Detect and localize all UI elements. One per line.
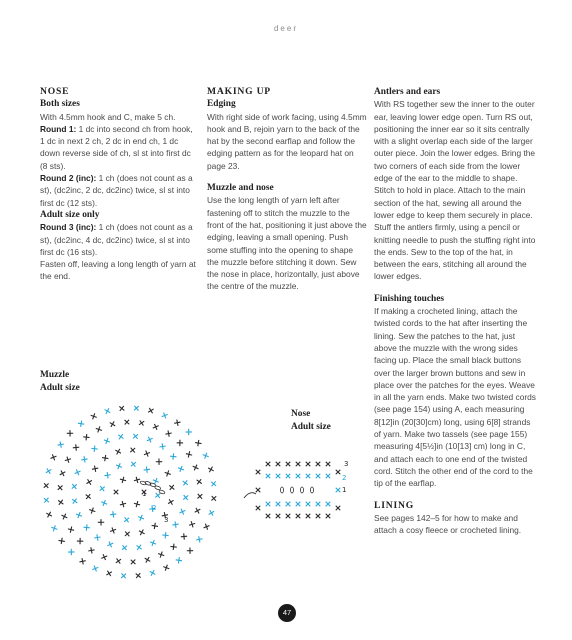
muzzle-round-number: 2	[152, 504, 157, 512]
subheading-finishing-touches: Finishing touches	[374, 293, 445, 304]
muzzle-stitch-symbol	[122, 515, 131, 524]
muzzle-stitch-symbol	[185, 451, 193, 459]
muzzle-stitch-symbol	[42, 481, 51, 490]
subheading-antlers-and-ears: Antlers and ears	[374, 87, 441, 97]
muzzle-stitch-symbol	[181, 478, 190, 487]
muzzle-stitch-symbol	[143, 466, 150, 473]
muzzle-stitch-symbol	[209, 479, 218, 488]
muzzle-stitch-symbol	[152, 423, 160, 431]
muzzle-stitch-symbol	[159, 443, 166, 450]
muzzle-stitch-symbol	[156, 458, 163, 465]
nose-stitch-symbol	[313, 471, 322, 480]
muzzle-stitch-symbol	[181, 493, 190, 502]
muzzle-crochet-chart	[38, 398, 228, 586]
muzzle-stitch-symbol	[119, 500, 127, 508]
muzzle-round-number: 1	[142, 490, 147, 498]
muzzle-stitch-symbol	[90, 412, 98, 420]
muzzle-stitch-symbol	[122, 418, 131, 427]
muzzle-stitch-symbol	[157, 551, 165, 559]
muzzle-stitch-symbol	[174, 419, 182, 427]
muzzle-stitch-symbol	[83, 434, 90, 441]
muzzle-stitch-symbol	[70, 497, 79, 506]
muzzle-stitch-symbol	[119, 476, 127, 484]
muzzle-stitch-symbol	[143, 449, 151, 457]
nose-chain-symbol	[281, 487, 284, 493]
nose-stitch-symbol	[263, 471, 272, 480]
nose-chain-symbol	[291, 487, 294, 493]
muzzle-stitch-symbol	[166, 498, 175, 507]
muzzle-stitch-symbol	[153, 491, 162, 500]
muzzle-stitch-symbol	[109, 526, 117, 534]
muzzle-label: Muzzle	[40, 370, 70, 380]
running-head: deer	[273, 24, 298, 33]
muzzle-stitch-symbol	[170, 453, 177, 460]
muzzle-stitch-symbol	[188, 520, 196, 528]
nose-stitch-symbol	[263, 511, 272, 520]
muzzle-stitch-symbol	[145, 435, 153, 443]
muzzle-stitch-symbol	[108, 420, 117, 429]
muzzle-stitch-symbol	[94, 534, 101, 541]
muzzle-stitch-symbol	[70, 482, 79, 491]
muzzle-stitch-symbol	[64, 456, 72, 464]
round-1-label: Round 1:	[40, 123, 77, 134]
muzzle-stitch-symbol	[137, 419, 146, 428]
muzzle-stitch-symbol	[67, 430, 74, 437]
muzzle-stitch-symbol	[185, 429, 192, 436]
muzzle-stitch-symbol	[177, 465, 185, 473]
muzzle-stitch-symbol	[45, 510, 54, 519]
muzzle-stitch-symbol	[120, 543, 129, 552]
muzzle-stitch-symbol	[106, 540, 114, 548]
muzzle-stitch-symbol	[79, 558, 87, 566]
muzzle-stitch-symbol	[129, 557, 138, 566]
muzzle-stitch-symbol	[77, 420, 84, 427]
nose-stitch-symbol	[323, 511, 332, 520]
muzzle-stitch-symbol	[91, 445, 98, 452]
nose-stitch-symbol	[293, 459, 302, 468]
muzzle-stitch-symbol	[133, 500, 141, 508]
nose-stitch-symbol	[303, 511, 312, 520]
muzzle-stitch-symbol	[57, 441, 65, 449]
muzzle-stitch-symbol	[44, 467, 53, 476]
muzzle-stitch-symbol	[103, 407, 112, 416]
round-3-label: Round 3 (inc):	[40, 222, 97, 233]
nose-fasten-off-text: Fasten off, leaving a long length of yarn at the end.	[40, 259, 196, 282]
nose-stitch-symbol	[273, 511, 282, 520]
muzzle-stitch-symbol	[67, 526, 75, 534]
nose-stitch-symbol	[283, 471, 292, 480]
muzzle-stitch-symbol	[202, 452, 210, 460]
muzzle-stitch-symbol	[91, 564, 99, 572]
muzzle-stitch-symbol	[151, 522, 158, 529]
subheading-muzzle-and-nose: Muzzle and nose	[207, 183, 274, 194]
muzzle-stitch-symbol	[193, 506, 202, 515]
muzzle-stitch-symbol	[187, 547, 194, 554]
subheading-both-sizes: Both sizes	[40, 99, 80, 110]
muzzle-stitch-symbol	[100, 499, 108, 507]
muzzle-stitch-symbol	[58, 469, 67, 478]
muzzle-stitch-symbol	[191, 463, 200, 472]
muzzle-stitch-symbol	[170, 543, 177, 550]
nose-stitch-symbol	[253, 503, 262, 512]
round-2-label: Round 2 (inc):	[40, 173, 97, 184]
muzzle-round-number: 3	[164, 516, 169, 524]
muzzle-stitch-symbol	[95, 425, 103, 433]
muzzle-stitch-symbol	[49, 453, 57, 461]
nose-stitch-symbol	[293, 499, 302, 508]
muzzle-stitch-symbol	[83, 524, 90, 531]
nose-stitch-symbol	[283, 511, 292, 520]
round-3-text: 1 ch (does not count as a st), (dc2inc, 4 dc, dc2inc) twice, sl st into first dc (16 sts).	[40, 222, 193, 257]
muzzle-stitch-symbol	[100, 553, 108, 561]
nose-stitch-symbol	[293, 471, 302, 480]
muzzle-diagram-label	[40, 369, 80, 395]
muzzle-stitch-symbol	[162, 532, 169, 539]
muzzle-stitch-symbol	[209, 494, 218, 503]
muzzle-stitch-symbol	[137, 528, 146, 537]
muzzle-stitch-symbol	[196, 536, 204, 544]
muzzle-stitch-symbol	[58, 537, 65, 544]
subheading-edging: Edging	[207, 99, 236, 110]
muzzle-stitch-symbol	[73, 468, 81, 476]
lining-text: See pages 142–5 for how to make and attach a cosy fleece or crocheted lining.	[374, 512, 522, 536]
nose-start-arrow	[244, 493, 256, 498]
muzzle-stitch-symbol	[105, 569, 114, 578]
muzzle-stitch-symbol	[143, 555, 152, 564]
nose-stitch-symbol	[273, 499, 282, 508]
muzzle-stitch-symbol	[131, 432, 140, 441]
muzzle-stitch-symbol	[116, 432, 125, 441]
muzzle-stitch-symbol	[88, 547, 96, 555]
subheading-adult-size-only: Adult size only	[40, 209, 100, 220]
finishing-column	[374, 86, 536, 536]
nose-stitch-symbol	[323, 499, 332, 508]
muzzle-stitch-symbol	[117, 404, 126, 413]
muzzle-stitch-symbol	[68, 549, 75, 556]
muzzle-stitch-symbol	[134, 571, 143, 580]
muzzle-stitch-symbol	[115, 462, 123, 470]
finishing-touches-text: If making a crocheted lining, attach the twisted cords to the hat after inserting the lining. Sew the patches to the hat, just above the muzzle with the wrong sides facing up. Place the small black buttons over the larger brown buttons and sew in place over the patches for the eyes. Weave in all the yarn ends. Make two twisted cords (see page 154) using A, each measuring 8[12]in (20[30]cm) long, using 6[8] strands of yarn. Make two tassels (see page 155) measuring 4[5½]in (10[13] cm) long in C, and attach each to one end of the twisted cord. Stitch the other end of the cord to the tip of the earflap.	[374, 306, 536, 489]
muzzle-stitch-symbol	[123, 529, 132, 538]
round-2-text: 1 ch (does not count as a st), (dc2inc, 2 dc, dc2inc) twice, sl st into first dc (12 sts).	[40, 173, 193, 208]
muzzle-stitch-symbol	[164, 469, 172, 477]
muzzle-stitch-symbol	[85, 478, 94, 487]
muzzle-stitch-symbol	[129, 460, 138, 469]
nose-pattern-column	[40, 86, 198, 283]
muzzle-stitch-symbol	[73, 444, 80, 451]
muzzle-stitch-symbol	[98, 519, 105, 526]
muzzle-chain-symbol	[154, 485, 161, 490]
nose-stitch-symbol	[313, 511, 322, 520]
muzzle-stitch-symbol	[119, 571, 128, 580]
muzzle-stitch-symbol	[42, 496, 51, 505]
muzzle-stitch-symbol	[81, 456, 88, 463]
nose-chain-symbol	[301, 487, 304, 493]
muzzle-stitch-symbol	[165, 430, 173, 438]
muzzle-stitch-symbol	[172, 521, 179, 528]
nose-diagram-label	[291, 408, 331, 434]
muzzle-stitch-symbol	[56, 483, 65, 492]
round-1-text: 1 dc into second ch from hook, 1 dc in next 2 ch, 2 dc in end ch, 1 dc down reverse side of ch, sl st into first dc (8 sts).	[40, 123, 193, 171]
muzzle-stitch-symbol	[98, 484, 107, 493]
nose-round-3	[40, 221, 198, 258]
muzzle-stitch-symbol	[50, 524, 58, 532]
muzzle-stitch-symbol	[177, 440, 184, 447]
muzzle-stitch-symbol	[133, 476, 141, 484]
muzzle-stitch-symbol	[132, 404, 141, 413]
nose-stitch-symbol	[313, 499, 322, 508]
muzzle-stitch-symbol	[181, 533, 188, 540]
muzzle-and-nose-text: Use the long length of yarn left after fastening off to stitch the muzzle to the front of the hat, positioning it just above the edging, leaving a small opening. Push some stuffing into the opening to shape the muzzle before stitching it down. Sew the nose in place, horizontally, just above the centre of the muzzle.	[207, 195, 367, 292]
nose-stitch-symbol	[323, 459, 332, 468]
muzzle-stitch-symbol	[195, 477, 204, 486]
muzzle-stitch-symbol	[111, 487, 120, 496]
nose-stitch-symbol	[263, 499, 272, 508]
muzzle-stitch-symbol	[75, 511, 83, 519]
muzzle-stitch-symbol	[84, 492, 93, 501]
muzzle-stitch-symbol	[91, 465, 99, 473]
nose-stitch-symbol	[293, 511, 302, 520]
muzzle-stitch-symbol	[195, 439, 202, 446]
nose-stitch-symbol	[303, 471, 312, 480]
nose-stitch-symbol	[263, 459, 272, 468]
page-number: 47	[278, 604, 296, 622]
nose-stitch-symbol	[273, 459, 282, 468]
nose-stitch-symbol	[333, 503, 342, 512]
muzzle-stitch-symbol	[128, 446, 137, 455]
muzzle-stitch-symbol	[175, 557, 182, 564]
nose-stitch-symbol	[303, 459, 312, 468]
muzzle-stitch-symbol	[102, 454, 109, 461]
nose-label: Nose	[291, 409, 311, 419]
nose-round-number: 1	[342, 486, 347, 494]
muzzle-stitch-symbol	[202, 523, 210, 531]
making-up-column	[207, 86, 367, 293]
muzzle-stitch-symbol	[77, 538, 84, 545]
antlers-and-ears-text: With RS together sew the inner to the outer ear, leaving lower edge open. Turn RS out, positioning the inner ear so it sits centrally with a slight overlap each side of the larger outer piece. Join the lower edges. Bring the two corners of each side from the lower edge of the ear to the middle to shape. Stitch to hold in place. Attach to the main section of the hat, sewing all around the lower edge to keep them securely in place. Stuff the antlers firmly, using a pencil or knitting needle to push the stuffing right into the ends. Sew to the top of the hat, in between the ears, stitching all around the lower edges.	[374, 99, 536, 282]
nose-stitch-symbol	[253, 467, 262, 476]
muzzle-stitch-symbol	[103, 437, 111, 445]
nose-stitch-symbol	[283, 499, 292, 508]
nose-stitch-symbol	[313, 459, 322, 468]
nose-round-number: 3	[344, 460, 349, 468]
muzzle-stitch-symbol	[195, 492, 204, 501]
nose-stitch-symbol	[273, 471, 282, 480]
edging-text: With right side of work facing, using 4.5mm hook and B, rejoin yarn to the back of the hat by the second earflap and follow the edging pattern as for the leopard hat on page 23.	[207, 111, 367, 171]
muzzle-stitch-symbol	[110, 511, 117, 518]
muzzle-stitch-symbol	[135, 543, 144, 552]
nose-round-number: 2	[342, 474, 347, 482]
muzzle-stitch-symbol	[178, 507, 186, 515]
section-title-lining: LINING	[374, 499, 414, 511]
nose-stitch-symbol	[283, 459, 292, 468]
nose-size-label: Adult size	[291, 422, 331, 432]
section-title-making-up: MAKING UP	[207, 86, 271, 97]
muzzle-stitch-symbol	[137, 514, 145, 522]
muzzle-stitch-symbol	[114, 447, 123, 456]
nose-crochet-chart	[238, 450, 358, 530]
muzzle-size-label: Adult size	[40, 383, 80, 393]
nose-round-2	[40, 172, 198, 209]
muzzle-stitch-symbol	[162, 564, 170, 572]
muzzle-stitch-symbol	[56, 498, 65, 507]
muzzle-stitch-symbol	[60, 512, 69, 521]
muzzle-stitch-symbol	[152, 477, 160, 485]
nose-stitch-symbol	[323, 471, 332, 480]
section-title-nose: NOSE	[40, 86, 70, 97]
muzzle-stitch-symbol	[114, 557, 123, 566]
muzzle-stitch-symbol	[147, 406, 156, 415]
nose-stitch-symbol	[303, 499, 312, 508]
nose-chain-symbol	[311, 487, 314, 493]
muzzle-stitch-symbol	[167, 483, 176, 492]
muzzle-stitch-symbol	[161, 411, 169, 419]
muzzle-stitch-symbol	[149, 539, 157, 547]
muzzle-stitch-symbol	[148, 569, 157, 578]
nose-round-1	[40, 123, 198, 172]
muzzle-stitch-symbol	[88, 507, 96, 515]
muzzle-stitch-symbol	[104, 472, 111, 479]
muzzle-stitch-symbol	[207, 465, 216, 474]
nose-start-text: With 4.5mm hook and C, make 5 ch.	[40, 111, 176, 122]
muzzle-stitch-symbol	[207, 509, 216, 518]
